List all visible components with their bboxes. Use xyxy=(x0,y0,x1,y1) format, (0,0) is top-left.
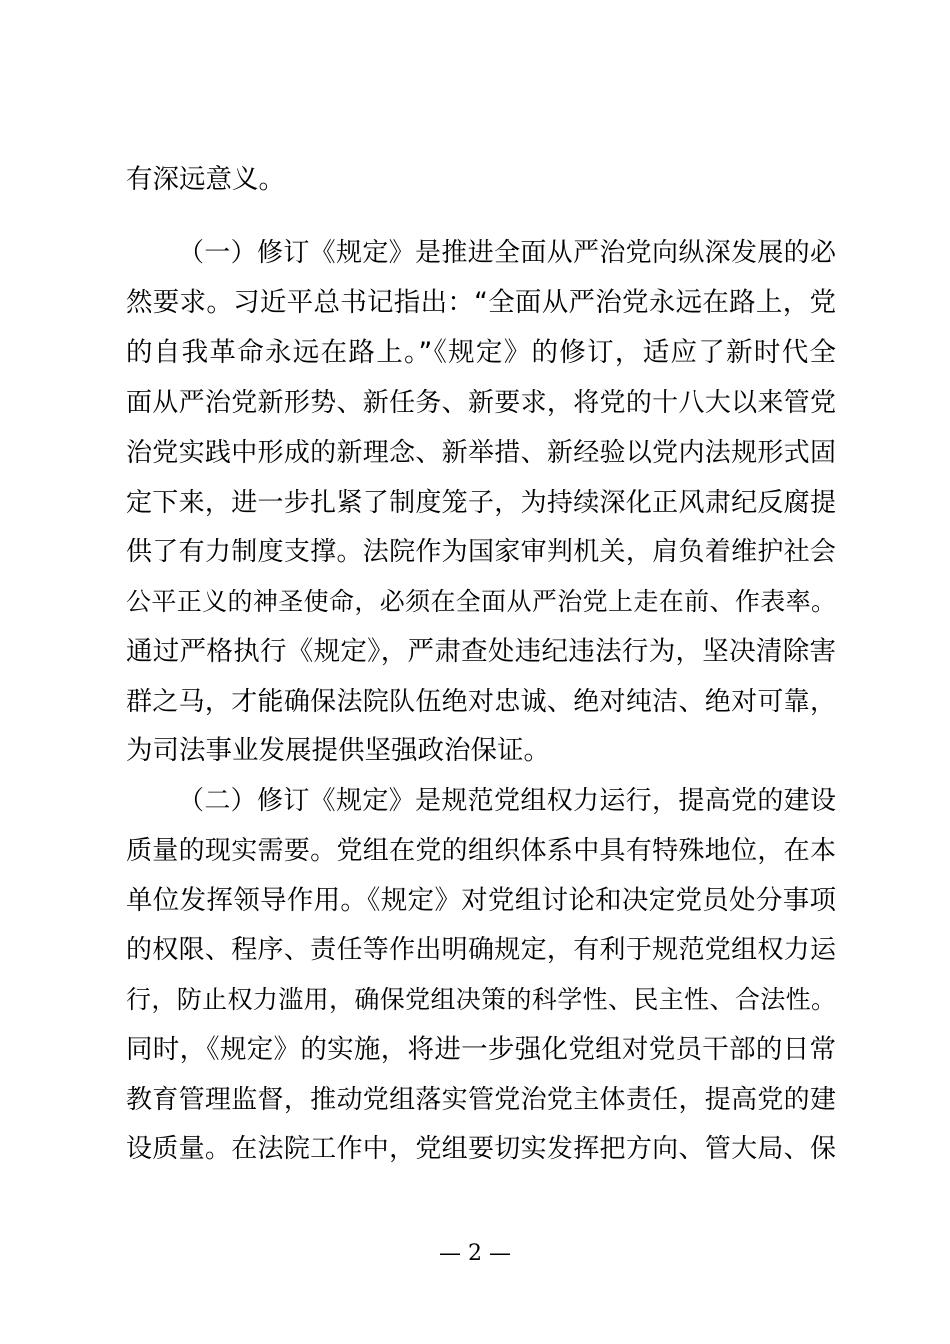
text-line-3: 然要求。习近平总书记指出：“全面从严治党永远在路上，党 xyxy=(126,287,836,318)
text-line-11: 群之马，才能确保法院队伍绝对忠诚、绝对纯洁、绝对可靠， xyxy=(126,687,836,717)
text-line-20: 设质量。在法院工作中，党组要切实发挥把方向、管大局、保 xyxy=(126,1134,836,1164)
text-line-6: 治党实践中形成的新理念、新举措、新经验以党内法规形式固 xyxy=(126,438,836,468)
text-line-15: 单位发挥领导作用。《规定》对党组讨论和决定党员处分事项 xyxy=(126,885,836,916)
text-line-16: 的权限、程序、责任等作出明确规定，有利于规范党组权力运 xyxy=(126,935,836,965)
text-line-1: 有深远意义。 xyxy=(126,164,285,195)
text-line-14: 质量的现实需要。党组在党的组织体系中具有特殊地位，在本 xyxy=(126,836,836,866)
text-line-5: 面从严治党新形势、新任务、新要求，将党的十八大以来管党 xyxy=(126,388,836,418)
text-line-8: 供了有力制度支撑。法院作为国家审判机关，肩负着维护社会 xyxy=(126,537,836,567)
text-line-4: 的自我革命永远在路上。”《规定》的修订，适应了新时代全 xyxy=(126,337,836,368)
text-line-10: 通过严格执行《规定》，严肃查处违纪违法行为，坚决清除害 xyxy=(126,636,836,667)
text-line-13: （二）修订《规定》是规范党组权力运行，提高党的建设 xyxy=(178,786,836,816)
text-line-12: 为司法事业发展提供坚强政治保证。 xyxy=(126,735,550,766)
page-number: — 2 — xyxy=(439,1241,511,1266)
text-line-18: 同时，《规定》的实施，将进一步强化党组对党员干部的日常 xyxy=(126,1034,836,1065)
text-line-19: 教育管理监督，推动党组落实管党治党主体责任，提高党的建 xyxy=(126,1085,836,1115)
text-line-7: 定下来，进一步扎紧了制度笼子，为持续深化正风肃纪反腐提 xyxy=(126,488,836,518)
text-line-17: 行，防止权力滥用，确保党组决策的科学性、民主性、合法性。 xyxy=(126,985,836,1014)
text-line-9: 公平正义的神圣使命，必须在全面从严治党上走在前、作表率。 xyxy=(126,587,836,616)
text-line-2: （一）修订《规定》是推进全面从严治党向纵深发展的必 xyxy=(178,238,836,268)
